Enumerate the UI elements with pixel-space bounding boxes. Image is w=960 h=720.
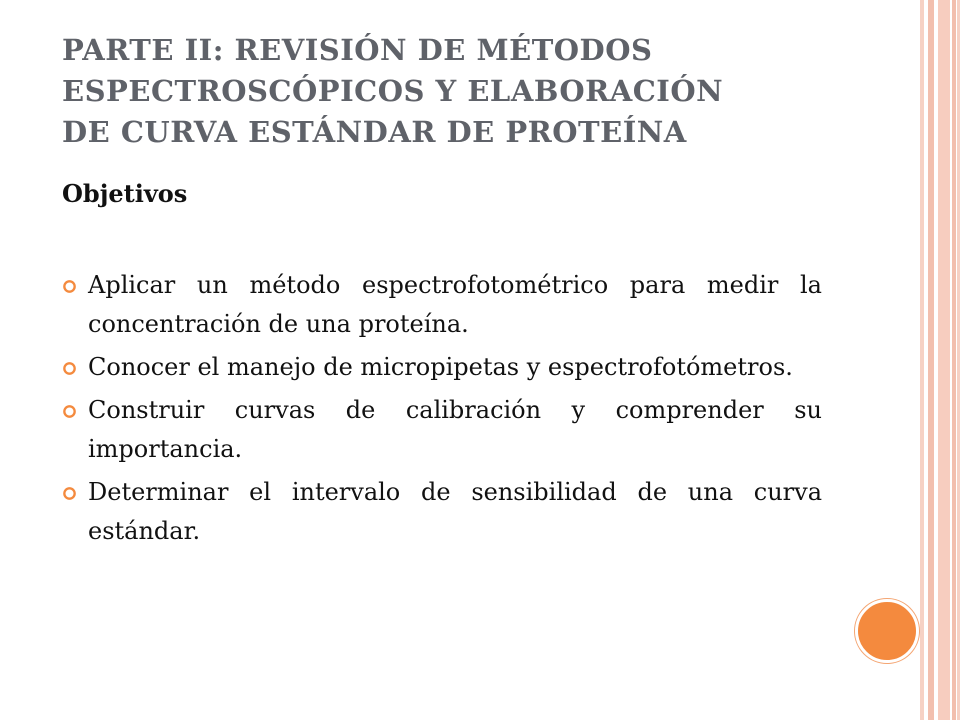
objective-text: Aplicar un método espectrofotométrico para medir la concentración de una proteína. — [88, 271, 822, 338]
orange-ring-icon — [62, 279, 77, 294]
objective-item — [62, 473, 822, 551]
slide-title-line: DE CURVA ESTÁNDAR DE PROTEÍNA — [62, 115, 687, 149]
orange-ring-icon — [62, 486, 77, 501]
objective-text: Construir curvas de calibración y comprender su importancia. — [88, 396, 822, 463]
orange-ring-icon — [62, 404, 77, 419]
decorative-stripe — [952, 0, 956, 720]
objectives-list — [62, 266, 822, 555]
decorative-stripe — [938, 0, 950, 720]
slide-title — [62, 30, 862, 153]
slide-title-line: PARTE II: REVISIÓN DE MÉTODOS — [62, 33, 653, 67]
slide-title-line: ESPECTROSCÓPICOS Y ELABORACIÓN — [62, 74, 724, 108]
objective-item — [62, 348, 822, 387]
section-heading: Objetivos — [62, 179, 188, 208]
objective-item — [62, 266, 822, 344]
decorative-stripe — [928, 0, 934, 720]
orange-ring-icon — [62, 361, 77, 376]
decorative-stripe — [920, 0, 924, 720]
decorative-orange-circle — [855, 599, 919, 663]
objective-text: Conocer el manejo de micropipetas y espectrofotómetros. — [88, 353, 793, 381]
objective-item — [62, 391, 822, 469]
objective-text: Determinar el intervalo de sensibilidad de una curva estándar. — [88, 478, 822, 545]
